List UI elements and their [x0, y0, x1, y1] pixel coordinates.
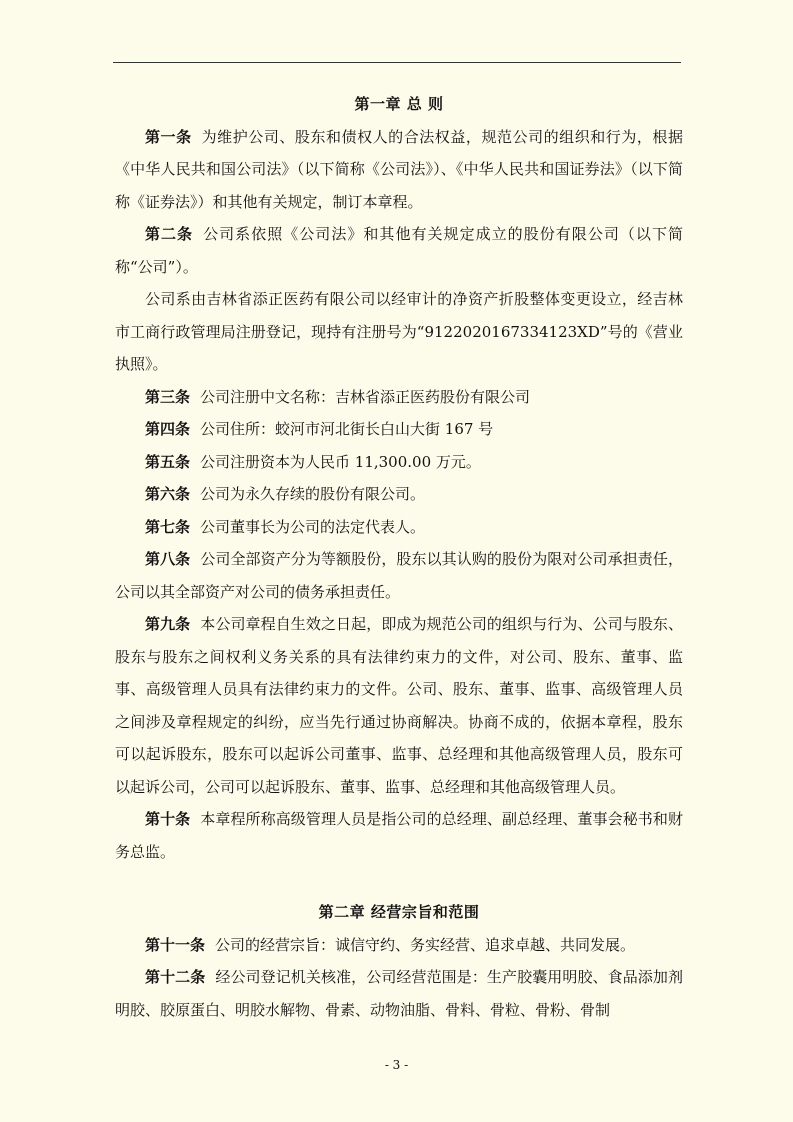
article-number: 第十二条 — [145, 968, 206, 986]
article-paragraph — [115, 121, 683, 219]
page-number: - 3 - — [384, 1058, 409, 1072]
article-number: 第八条 — [145, 550, 191, 568]
chapter-1-title: 第一章 总 则 — [354, 95, 444, 113]
article-text: 公司的经营宗旨：诚信守约、务实经营、追求卓越、共同发展。 — [215, 935, 636, 954]
article-text: 公司董事长为公司的法定代表人。 — [200, 517, 426, 536]
article-paragraph — [115, 283, 683, 381]
article-text: 公司系由吉林省添正医药有限公司以经审计的净资产折股整体变更设立，经吉林市工商行政管理局注册登记，现持有注册号为“9122020167334123XD”号的《营业执照》。 — [115, 290, 683, 373]
article-paragraph — [115, 381, 683, 414]
article-number: 第三条 — [145, 387, 191, 406]
article-paragraph — [115, 218, 683, 283]
article-number: 第十一条 — [145, 935, 206, 954]
article-text: 本公司章程自生效之日起，即成为规范公司的组织与行为、公司与股东、股东与股东之间权利义务关系的具有法律约束力的文件，对公司、股东、董事、监事、高级管理人员具有法律约束力的文件。公司、股东、董事、监事、高级管理人员之间涉及章程规定的纠纷，应当先行通过协商解决。协商不成的，依据本章程，股东可以起诉股东，股东可以起诉公司董事、监事、总经理和其他高级管理人员，股东可以起诉公司，公司可以起诉股东、董事、监事、总经理和其他高级管理人员。 — [115, 615, 683, 796]
article-text: 公司注册资本为人民币 11,300.00 万元。 — [200, 452, 481, 471]
chapter-2-articles — [115, 929, 683, 1027]
article-paragraph — [115, 961, 683, 1026]
article-text: 公司注册中文名称：吉林省添正医药股份有限公司 — [200, 387, 531, 406]
article-text: 经公司登记机关核准，公司经营范围是：生产胶囊用明胶、食品添加剂明胶、胶原蛋白、明胶水解物、骨素、动物油脂、骨料、骨粒、骨粉、骨制 — [115, 968, 683, 1019]
chapter-1-articles — [115, 121, 683, 869]
article-paragraph — [115, 478, 683, 511]
article-text: 公司系依照《公司法》和其他有关规定成立的股份有限公司（以下简称“公司”）。 — [115, 225, 683, 276]
article-number: 第七条 — [145, 517, 191, 536]
article-text: 为维护公司、股东和债权人的合法权益，规范公司的组织和行为，根据《中华人民共和国公司法》（以下简称《公司法》）、《中华人民共和国证券法》（以下简称《证券法》）和其他有关规定，制订本章程。 — [115, 127, 683, 211]
article-paragraph — [115, 929, 683, 962]
article-paragraph — [115, 511, 683, 544]
article-paragraph — [115, 608, 683, 803]
article-paragraph — [115, 543, 683, 608]
chapter-2-title: 第二章 经营宗旨和范围 — [318, 903, 480, 921]
article-number: 第二条 — [145, 225, 194, 243]
document-body — [115, 88, 683, 1026]
article-paragraph — [115, 413, 683, 446]
article-number: 第四条 — [145, 420, 191, 438]
article-number: 第五条 — [145, 452, 191, 471]
article-number: 第十条 — [145, 810, 191, 828]
header-rule — [113, 62, 681, 63]
article-number: 第九条 — [145, 615, 191, 633]
article-text: 本章程所称高级管理人员是指公司的总经理、副总经理、董事会秘书和财务总监。 — [115, 810, 683, 861]
article-text: 公司全部资产分为等额股份，股东以其认购的股份为限对公司承担责任，公司以其全部资产对公司的债务承担责任。 — [115, 550, 683, 601]
article-number: 第六条 — [145, 485, 191, 503]
article-paragraph — [115, 803, 683, 868]
article-text: 公司住所：蛟河市河北街长白山大街 167 号 — [200, 420, 494, 438]
article-text: 公司为永久存续的股份有限公司。 — [200, 485, 426, 503]
article-paragraph — [115, 446, 683, 479]
article-number: 第一条 — [145, 127, 192, 146]
